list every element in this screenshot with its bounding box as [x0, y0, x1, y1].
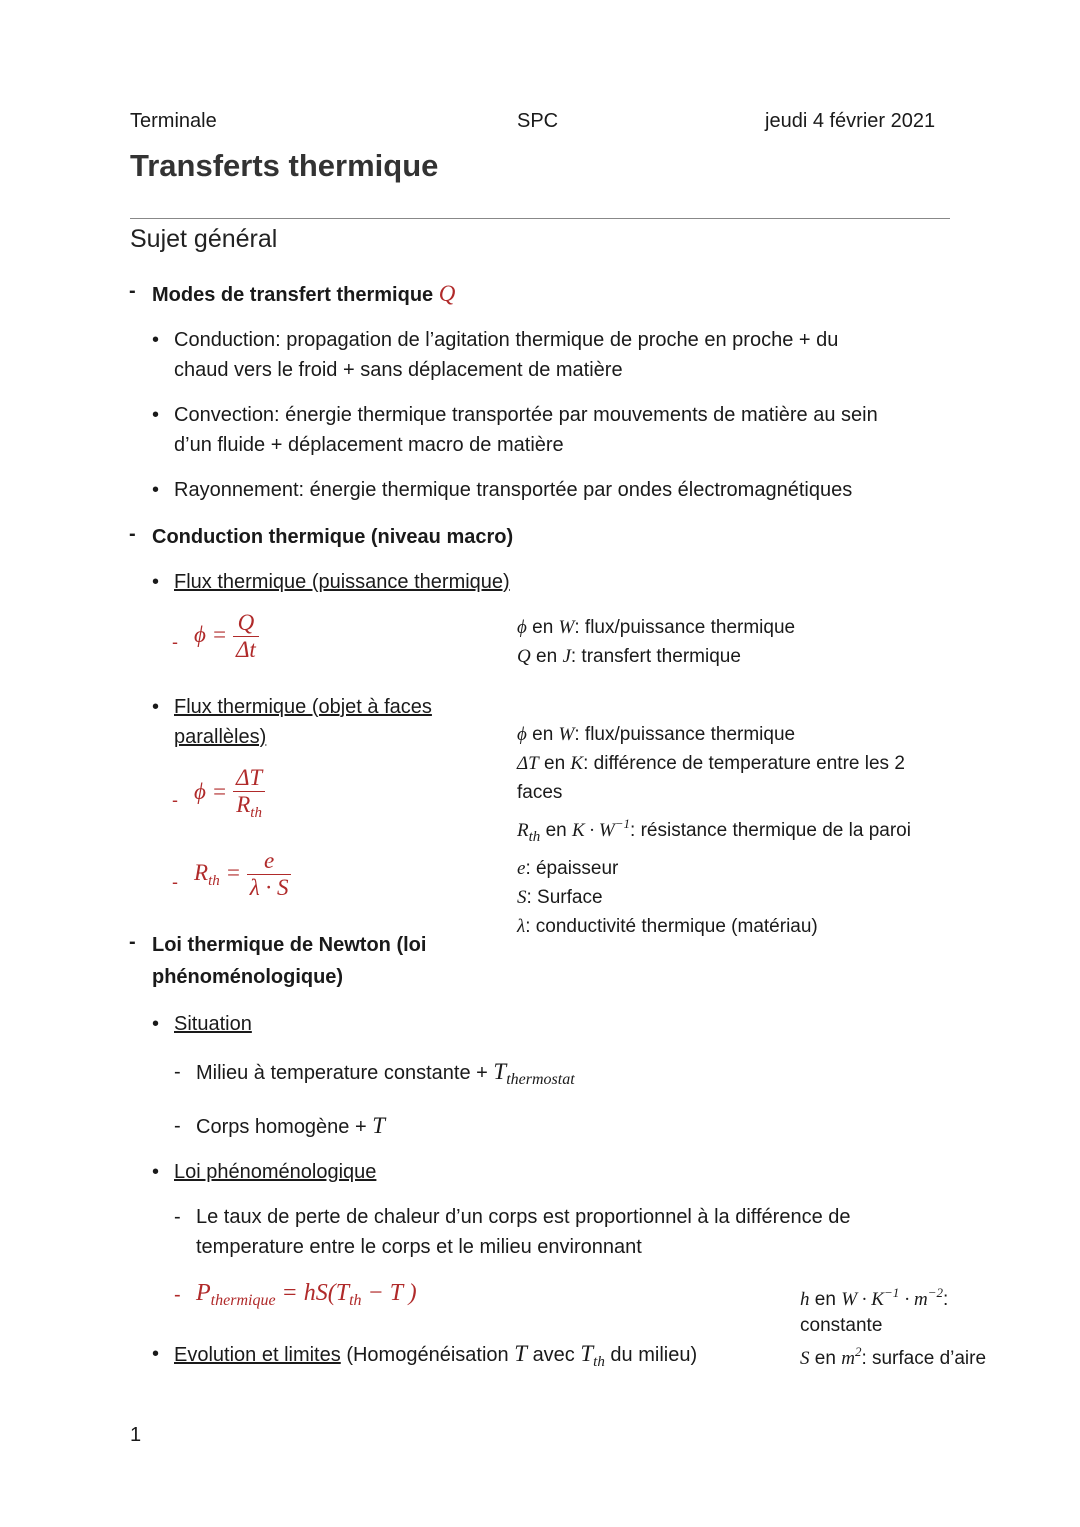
eq-dash: -: [172, 632, 178, 652]
section-dash: -: [129, 523, 136, 545]
item-dash: -: [174, 1115, 181, 1137]
bullet: •: [152, 1343, 160, 1365]
header-left: Terminale: [130, 110, 217, 132]
section-dash: -: [129, 280, 136, 302]
bullet-convection: Convection: énergie thermique transportée par mouvements de matière au sein d’un fluide + déplacement macro de matière: [174, 404, 878, 456]
law-statement: Le taux de perte de chaleur d’un corps est proportionnel à la différence de temperature entre le corps et le milieu environnant: [196, 1206, 851, 1258]
equation-newton: $P_{thermique} = hS(T_{th} - T$ ): [196, 1280, 417, 1309]
subheading-flux: Flux thermique (puissance thermique): [174, 571, 510, 593]
newton-side-notes: h en $W \cdot K^{-1} \cdot m^{-2}$: constante S en $m^2$: surface d’aire: [800, 1285, 987, 1369]
subject-heading: Sujet général: [130, 225, 278, 253]
equation-flux: ϕ = $\frac{Q}{\Delta t}$: [194, 610, 259, 663]
bullet: •: [152, 479, 160, 501]
header-center: SPC: [517, 110, 559, 132]
bullet-rayonnement: Rayonnement: énergie thermique transportée par ondes électromagnétiques: [174, 479, 853, 501]
page-number: 1: [130, 1424, 142, 1446]
section-dash: -: [129, 931, 136, 953]
section-newton-heading: Loi thermique de Newton (loi phénoménologique): [152, 934, 427, 988]
title-divider: [130, 218, 950, 219]
subheading-evolution: Evolution et limites (Homogénéisation T avec $T_{th}$ du milieu): [174, 1341, 698, 1370]
eq-dash: -: [174, 1284, 181, 1306]
definition-block-2: ϕ en W: flux/puissance thermique ΔT en K: différence de temperature entre les 2 faces $R_{th}$ en $K \cdot W^{-1}$: résistance thermique de la paroi: [517, 724, 911, 845]
subheading-situation: Situation: [174, 1013, 252, 1035]
section-conduction-heading: Conduction thermique (niveau macro): [152, 526, 514, 548]
bullet: •: [152, 329, 160, 351]
page-title: Transferts thermique: [130, 148, 439, 183]
bullet-conduction: Conduction: propagation de l’agitation thermique de proche en proche + du chaud vers le froid + sans déplacement de matière: [174, 329, 839, 381]
eq-dash: -: [172, 872, 178, 892]
equation-resistance: $R_{th}$ = $\frac{e}{\lambda \cdot S}$: [194, 848, 291, 901]
definition-block-3: e: épaisseur S: Surface λ: conductivité thermique (matériau): [517, 858, 818, 937]
situation-corps: Corps homogène + T: [196, 1113, 386, 1138]
bullet: •: [152, 696, 160, 718]
bullet: •: [152, 571, 160, 593]
bullet: •: [152, 1013, 160, 1035]
eq-dash: -: [172, 790, 178, 810]
subheading-loi: Loi phénoménologique: [174, 1161, 377, 1183]
bullet: •: [152, 1161, 160, 1183]
situation-milieu: Milieu à temperature constante + $T_{thermostat}$: [196, 1059, 575, 1088]
item-dash: -: [174, 1206, 181, 1228]
definition-q: Q en J: transfert thermique: [517, 646, 741, 667]
definition-phi: ϕ en W: flux/puissance thermique: [517, 617, 796, 638]
section-modes-heading: Modes de transfert thermique Q: [152, 281, 456, 306]
item-dash: -: [174, 1061, 181, 1083]
bullet: •: [152, 404, 160, 426]
equation-flux-resistance: ϕ = $\frac{\Delta T}{R_{th}}$: [194, 765, 265, 822]
subheading-flux-faces: Flux thermique (objet à faces parallèles): [174, 696, 432, 748]
header-right: jeudi 4 février 2021: [765, 110, 936, 132]
